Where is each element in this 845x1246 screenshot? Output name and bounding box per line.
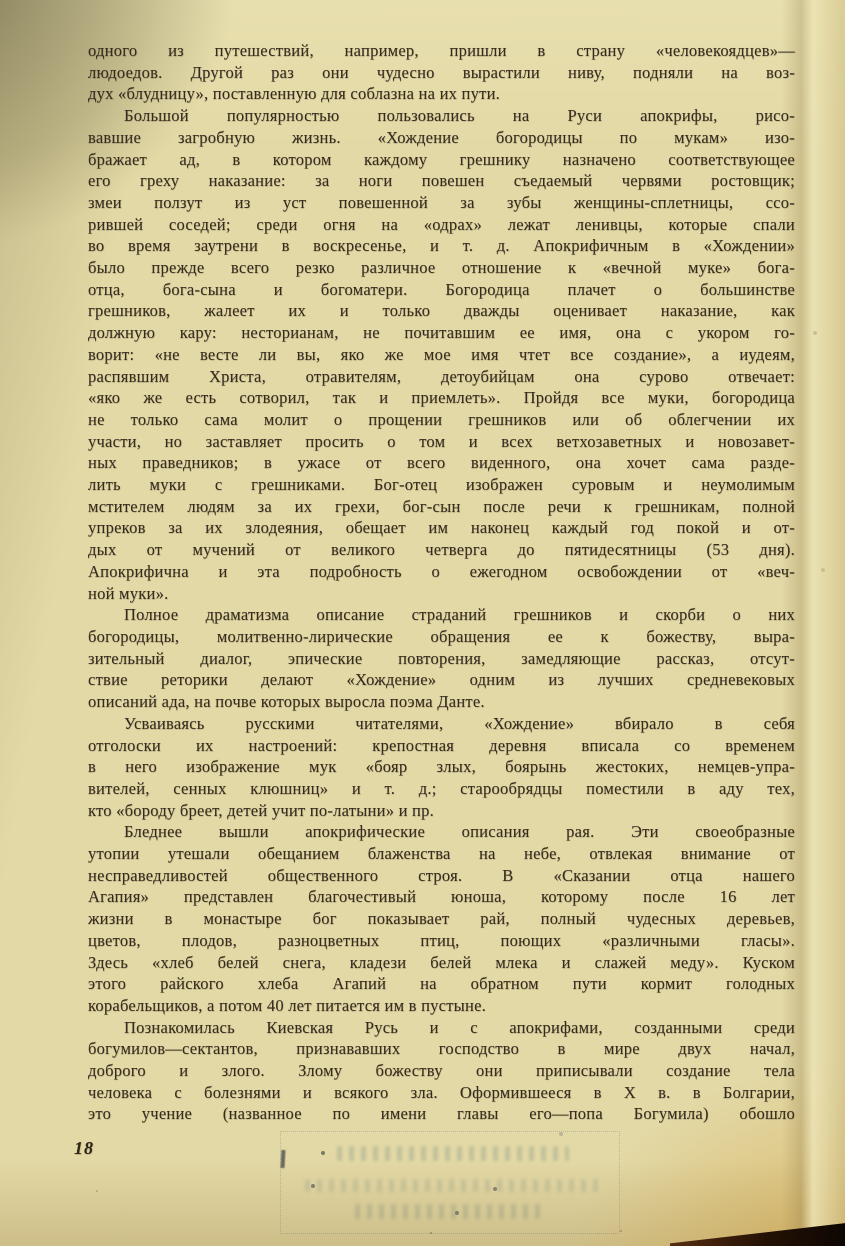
text-line: лить муки с грешниками. Бог-отец изображен суровым и неумолимым	[88, 475, 795, 495]
text-line: описаний ада, на почве которых выросла поэма Данте.	[88, 692, 485, 712]
text-line: мстителем людям за их грехи, бог-сын после речи к грешникам, полной	[88, 496, 795, 516]
text-line: кто «бороду бреет, детей учит по-латыни» и пр.	[88, 800, 434, 820]
text-line: рившей соседей; среди огня на «одрах» лежат ленивцы, которые спали	[88, 214, 795, 234]
text-line: Апокрифична и эта подробность о ежегодном освобождении от «веч-	[88, 561, 795, 581]
text-line: одного из путешествий, например, пришли в страну «человекоядцев»—	[88, 41, 795, 60]
text-line: дых от мучений от великого четверга до пятидесятницы (53 дня).	[88, 540, 795, 560]
text-line: отголоски их настроений: крепостная деревня вписала со временем	[88, 735, 795, 755]
text-line: участи, но заставляет просить о том и всех ветхозаветных и новозавет-	[88, 431, 795, 451]
paper-specks	[0, 0, 2, 2]
text-line: жизни в монастыре бог показывает рай, полный чудесных деревьев,	[88, 909, 795, 929]
library-stamp	[280, 1131, 620, 1234]
text-line: было прежде всего резко различное отношение к «вечной муке» бога-	[88, 258, 795, 278]
paragraph	[88, 604, 795, 713]
text-line: корабельщиков, а потом 40 лет питается им в пустыне.	[88, 995, 487, 1015]
text-line: бражает ад, в котором каждому грешнику назначено соответствующее	[88, 149, 795, 169]
ink-mark	[281, 1150, 286, 1168]
text-line: утопии утешали обещанием блаженства на небе, отвлекая внимание от	[88, 844, 795, 864]
text-line: ных праведников; в ужасе от всего виденного, она хочет сама разде-	[88, 453, 795, 473]
text-line: его греху наказание: за ноги повешен съедаемый червями ростовщик;	[88, 171, 795, 191]
text-line: ной муки».	[88, 583, 169, 603]
text-line: Полное драматизма описание страданий грешников и скорби о них	[124, 605, 795, 625]
book-edge-shadow	[670, 1220, 845, 1246]
text-line: во время заутрени в воскресенье, и т. д. Апокрифичным в «Хождении»	[88, 236, 795, 256]
text-line: не только сама молит о прощении грешников или об облегчении их	[88, 409, 795, 429]
paragraph	[88, 821, 795, 1016]
text-line: доброго и злого. Злому божеству они приписывали создание тела	[88, 1061, 795, 1081]
paragraph	[88, 1017, 795, 1126]
text-line: несправедливостей общественного строя. В «Сказании отца нашего	[88, 865, 795, 885]
text-line: ствие реторики делают «Хождение» одним из лучших средневековых	[88, 670, 795, 690]
text-line: цветов, плодов, разноцветных птиц, поющих «различными гласы».	[88, 930, 795, 950]
text-line: «яко же есть сотворил, так и приемлеть». Пройдя все муки, богородица	[88, 388, 795, 408]
text-line: это учение (названное по имени главы его—попа Богумила) обошло	[88, 1104, 795, 1124]
page-number: 18	[74, 1138, 94, 1158]
text-line: вавшие загробную жизнь. «Хождение богородицы по мукам» изо-	[88, 127, 795, 147]
text-line: вителей, сенных клюшниц» и т. д.; старообрядцы поместили в аду тех,	[88, 778, 795, 798]
text-line: отца, бога-сына и богоматери. Богородица плачет о большинстве	[88, 279, 795, 299]
text-line: в него изображение мук «бояр злых, боярынь жестоких, немцев-упра-	[88, 757, 795, 777]
text-line: людоедов. Другой раз они чудесно вырастили ниву, подняли на воз-	[88, 62, 795, 82]
text-line: зительный диалог, эпические повторения, замедляющие рассказ, отсут-	[88, 648, 795, 668]
paragraph	[88, 40, 795, 105]
text-line: Познакомилась Киевская Русь и с апокрифами, созданными среди	[124, 1017, 795, 1037]
text-line: богумилов—сектантов, признававших господство в мире двух начал,	[88, 1039, 795, 1059]
stamp-smudge-row	[305, 1179, 605, 1192]
text-line: Большой популярностью пользовались на Руси апокрифы, рисо-	[124, 106, 795, 126]
text-line: Здесь «хлеб белей снега, кладези белей млека и слажей меду». Куском	[88, 952, 795, 972]
text-line: змеи ползут из уст повешенной за зубы женщины-сплетницы, ссо-	[88, 192, 795, 212]
text-line: богородицы, молитвенно-лирические обращения ее к божеству, выра-	[88, 626, 795, 646]
text-line: Агапия» представлен благочестивый юноша, которому после 16 лет	[88, 887, 795, 907]
text-line: дух «блудницу», поставленную для соблазна на их пути.	[88, 84, 501, 104]
text-line: грешников, жалеет их и только дважды оценивает наказание, как	[88, 301, 795, 321]
text-line: Бледнее вышли апокрифические описания рая. Эти своеобразные	[124, 822, 795, 842]
stamp-smudge-row	[355, 1204, 547, 1219]
text-line: человека с болезнями и всякого зла. Оформившееся в X в. в Болгарии,	[88, 1082, 795, 1102]
text-line: распявшим Христа, отравителям, детоубийцам она сурово отвечает:	[88, 366, 795, 386]
text-line: должную кару: несторианам, не почитавшим ее имя, она с укором го-	[88, 323, 795, 343]
text-line: Усваиваясь русскими читателями, «Хождение» вбирало в себя	[124, 713, 795, 733]
text-line: упреков за их злодеяния, обещает им наконец каждый год покой и от-	[88, 518, 795, 538]
stamp-smudge-row	[337, 1146, 569, 1161]
text-line: ворит: «не весте ли вы, яко же мое имя чтет все создание», а иудеям,	[88, 344, 795, 364]
text-line: этого райского хлеба Агапий на обратном пути кормит голодных	[88, 974, 795, 994]
paragraph	[88, 105, 795, 604]
paragraph	[88, 713, 795, 822]
text-block	[88, 40, 795, 1125]
